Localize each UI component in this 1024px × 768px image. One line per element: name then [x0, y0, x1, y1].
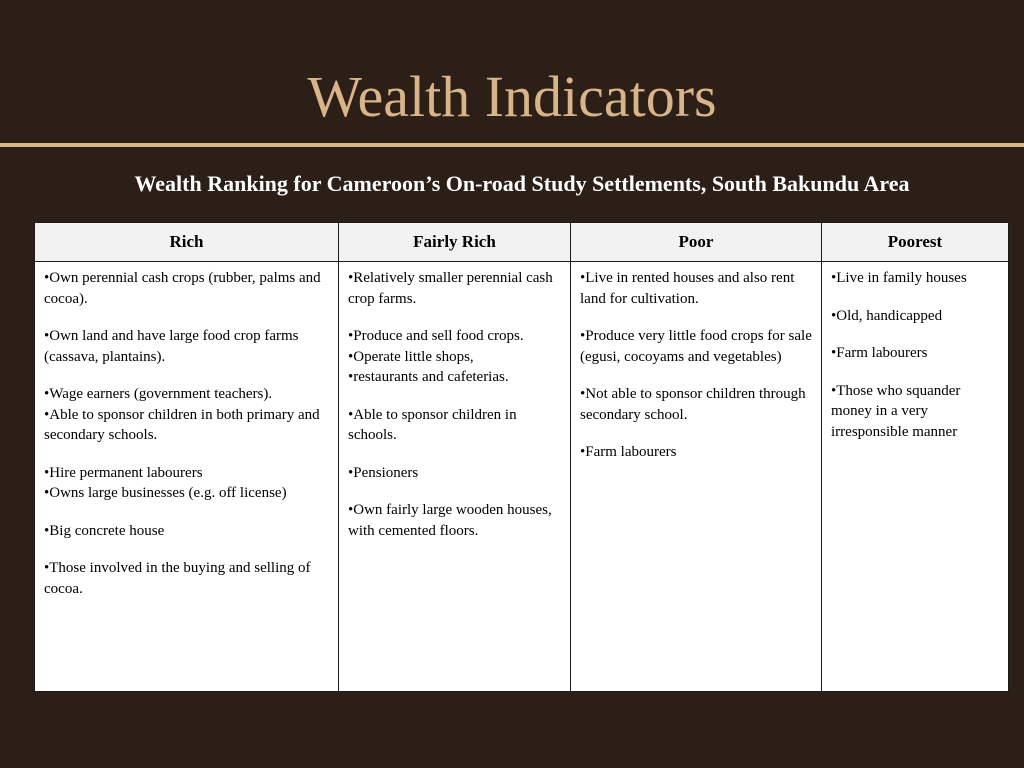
- bullet-group: [831, 381, 999, 443]
- bullet-item: • Own land and have large food crop farms (cassava, plantains).: [44, 326, 329, 367]
- header-fairly-rich: Fairly Rich: [339, 223, 571, 262]
- bullet-group: [831, 343, 999, 364]
- bullet-item: • Relatively smaller perennial cash crop farms.: [348, 268, 561, 309]
- wealth-ranking-table: [34, 222, 1009, 692]
- bullet-group: [44, 558, 329, 599]
- bullet-group: [580, 268, 812, 309]
- bullet-group: [348, 405, 561, 446]
- header-poorest: Poorest: [822, 223, 1009, 262]
- bullet-item: • Wage earners (government teachers).: [44, 384, 329, 405]
- bullet-item: • Operate little shops,: [348, 347, 561, 368]
- bullet-item: • Farm labourers: [831, 343, 999, 364]
- bullet-item: • Live in family houses: [831, 268, 999, 289]
- bullet-item: • restaurants and cafeterias.: [348, 367, 561, 388]
- bullet-group: [44, 326, 329, 367]
- column-poorest: [822, 262, 1009, 692]
- bullet-group: [44, 521, 329, 542]
- bullet-item: • Those involved in the buying and selling of cocoa.: [44, 558, 329, 599]
- bullet-item: • Own fairly large wooden houses, with cemented floors.: [348, 500, 561, 541]
- bullet-item: • Live in rented houses and also rent land for cultivation.: [580, 268, 812, 309]
- bullet-item: • Own perennial cash crops (rubber, palms and cocoa).: [44, 268, 329, 309]
- bullet-group: [348, 268, 561, 309]
- bullet-group: [580, 384, 812, 425]
- bullet-group: [348, 326, 561, 388]
- bullet-item: • Produce and sell food crops.: [348, 326, 561, 347]
- bullet-group: [580, 442, 812, 463]
- bullet-group: [44, 384, 329, 446]
- column-poor: [571, 262, 822, 692]
- bullet-group: [580, 326, 812, 367]
- table-body-row: [35, 262, 1009, 692]
- table-header-row: [35, 223, 1009, 262]
- bullet-group: [44, 268, 329, 309]
- bullet-item: • Produce very little food crops for sale (egusi, cocoyams and vegetables): [580, 326, 812, 367]
- bullet-item: • Not able to sponsor children through secondary school.: [580, 384, 812, 425]
- bullet-item: • Owns large businesses (e.g. off license): [44, 483, 329, 504]
- bullet-item: • Farm labourers: [580, 442, 812, 463]
- title-divider: [0, 143, 1024, 147]
- header-rich: Rich: [35, 223, 339, 262]
- bullet-group: [831, 306, 999, 327]
- slide-title: Wealth Indicators: [307, 64, 717, 129]
- bullet-item: • Big concrete house: [44, 521, 329, 542]
- column-rich: [35, 262, 339, 692]
- bullet-item: • Pensioners: [348, 463, 561, 484]
- bullet-group: [831, 268, 999, 289]
- bullet-item: • Able to sponsor children in both primary and secondary schools.: [44, 405, 329, 446]
- bullet-item: • Those who squander money in a very irresponsible manner: [831, 381, 999, 443]
- table-caption: Wealth Ranking for Cameroon’s On-road Study Settlements, South Bakundu Area: [134, 171, 910, 196]
- bullet-group: [44, 463, 329, 504]
- bullet-group: [348, 463, 561, 484]
- header-poor: Poor: [571, 223, 822, 262]
- bullet-item: • Able to sponsor children in schools.: [348, 405, 561, 446]
- bullet-item: • Hire permanent labourers: [44, 463, 329, 484]
- bullet-group: [348, 500, 561, 541]
- column-fairly-rich: [339, 262, 571, 692]
- bullet-item: • Old, handicapped: [831, 306, 999, 327]
